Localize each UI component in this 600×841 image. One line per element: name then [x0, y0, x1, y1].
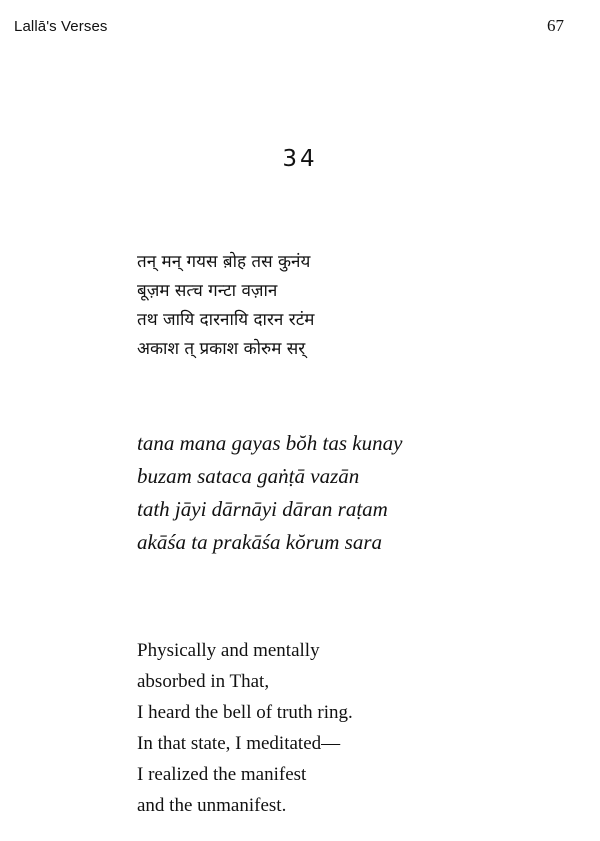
transliteration-line: buzam sataca gaṅṭā vazān	[137, 464, 360, 488]
transliteration-line: akāśa ta prakāśa kŏrum sara	[137, 530, 382, 554]
verse-number: 34	[282, 146, 318, 172]
running-head	[14, 14, 564, 38]
transliteration-line: tath jāyi dārnāyi dāran raṭam	[137, 497, 388, 521]
devanagari-line: बूज़म सत्च गन्टा वज़ान	[137, 281, 278, 301]
translation-line: I heard the bell of truth ring.	[137, 702, 353, 723]
translation-line: absorbed in That,	[137, 671, 270, 692]
transliteration-line: tana mana gayas bŏh tas kunay	[137, 431, 403, 455]
translation-line: I realized the manifest	[137, 764, 307, 785]
transliteration-stanza	[137, 427, 402, 559]
devanagari-stanza	[137, 248, 314, 364]
devanagari-line: अकाश त् प्रकाश कोरुम सर्	[137, 339, 306, 359]
translation-line: and the unmanifest.	[137, 795, 287, 816]
devanagari-line: तन् मन् गयस ब़ोह तस कुनंय	[137, 252, 311, 272]
devanagari-line: तथ जायि दारनायि दारन रटंम	[137, 310, 315, 330]
translation-stanza	[137, 635, 353, 821]
running-title: Lallā's Verses	[14, 17, 108, 35]
translation-line: In that state, I meditated—	[137, 733, 341, 754]
translation-line: Physically and mentally	[137, 640, 320, 661]
page-number: 67	[547, 16, 564, 35]
